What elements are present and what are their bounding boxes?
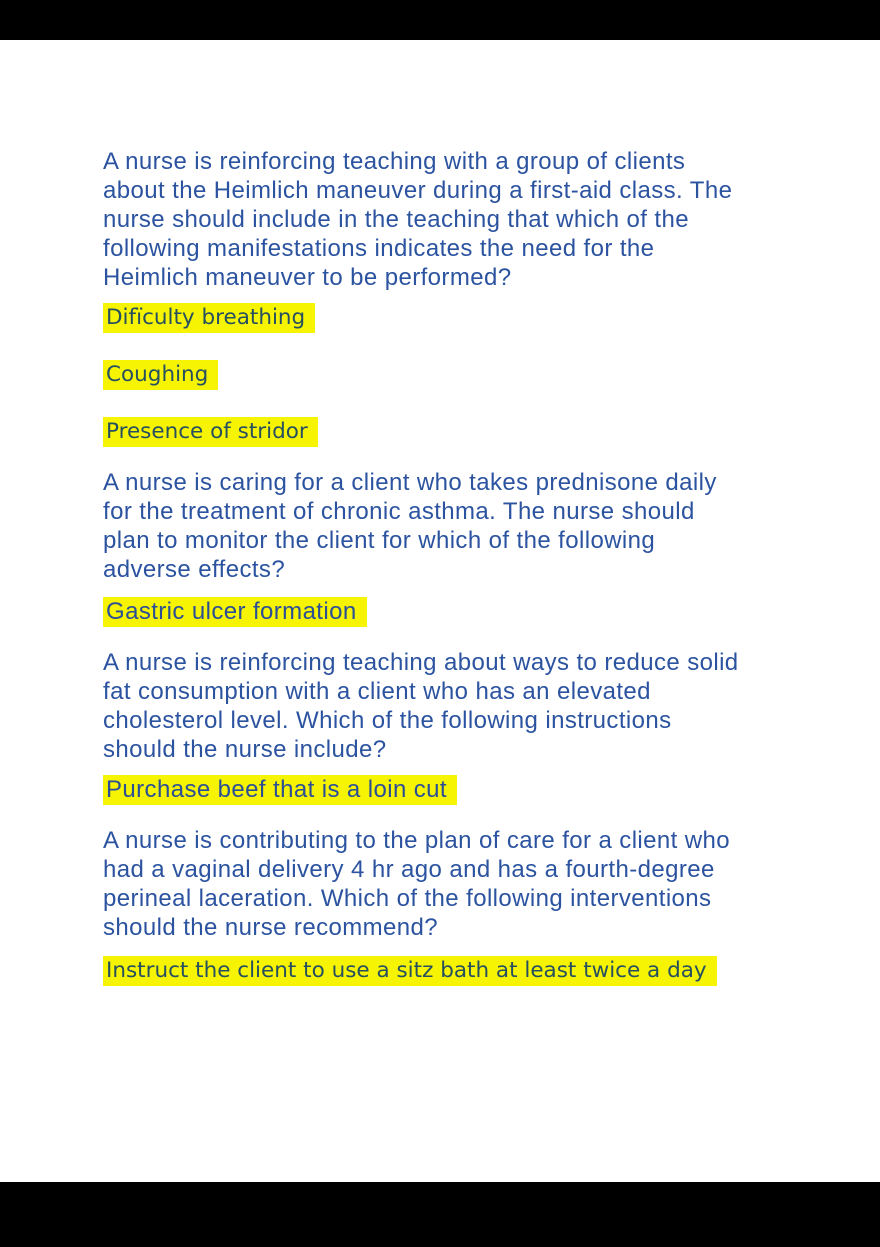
answer-row	[103, 303, 803, 333]
question-line: nurse should include in the teaching that which of the	[103, 206, 689, 233]
bottom-letterbox-bar	[0, 1182, 880, 1247]
question-line: following manifestations indicates the need for the	[103, 235, 655, 262]
question-paragraph-4	[103, 826, 803, 942]
question-line: had a vaginal delivery 4 hr ago and has a fourth-degree	[103, 856, 715, 883]
question-paragraph-2	[103, 468, 803, 584]
answer-row	[103, 597, 803, 627]
document-page-content	[103, 147, 803, 986]
answer-row	[103, 417, 803, 447]
question-line: A nurse is reinforcing teaching about ways to reduce solid	[103, 649, 739, 676]
question-line: adverse effects?	[103, 556, 286, 583]
answer-row	[103, 775, 803, 805]
question-line: fat consumption with a client who has an elevated	[103, 678, 651, 705]
answer-row	[103, 360, 803, 390]
question-line: A nurse is reinforcing teaching with a group of clients	[103, 148, 686, 175]
question-paragraph-3	[103, 648, 803, 764]
question-line: about the Heimlich maneuver during a first-aid class. The	[103, 177, 733, 204]
highlighted-answer: Purchase beef that is a loin cut	[103, 775, 457, 805]
highlighted-answer: Gastric ulcer formation	[103, 597, 367, 627]
highlighted-answer: Presence of stridor	[103, 417, 318, 447]
question-line: should the nurse include?	[103, 736, 387, 763]
question-paragraph-1	[103, 147, 803, 292]
question-line: A nurse is contributing to the plan of care for a client who	[103, 827, 731, 854]
question-line: Heimlich maneuver to be performed?	[103, 264, 512, 291]
top-letterbox-bar	[0, 0, 880, 40]
highlighted-answer: Difïculty breathing	[103, 303, 315, 333]
highlighted-answer: Coughing	[103, 360, 218, 390]
question-line: for the treatment of chronic asthma. The nurse should	[103, 498, 695, 525]
question-line: should the nurse recommend?	[103, 914, 438, 941]
answer-row	[103, 956, 803, 986]
question-line: perineal laceration. Which of the following interventions	[103, 885, 712, 912]
highlighted-answer: Instruct the client to use a sitz bath at least twice a day	[103, 956, 717, 986]
question-line: A nurse is caring for a client who takes prednisone daily	[103, 469, 717, 496]
question-line: cholesterol level. Which of the following instructions	[103, 707, 672, 734]
question-line: plan to monitor the client for which of the following	[103, 527, 656, 554]
